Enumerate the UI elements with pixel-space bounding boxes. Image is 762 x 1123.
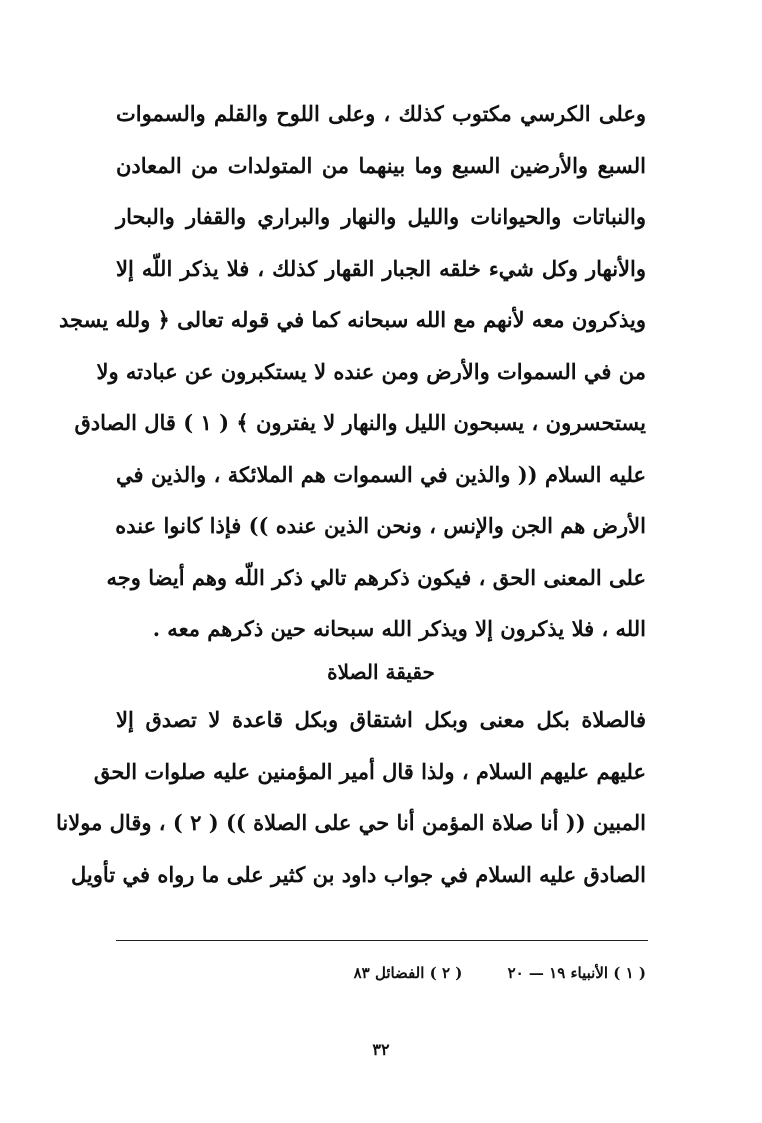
page-number: ٣٢ — [372, 1040, 390, 1059]
footnotes — [116, 958, 646, 988]
footnote-1: ( ١ ) الأنبياء ١٩ — ٢٠ — [507, 964, 646, 982]
text-line: يستحسرون ، يسبحون الليل والنهار لا يفترون ﴾ ( ١ ) قال الصادق — [74, 410, 646, 435]
text-line: وعلى الكرسي مكتوب كذلك ، وعلى اللوح والقلم والسموات — [116, 101, 646, 126]
text-line: فالصلاة بكل معنى وبكل اشتقاق وبكل قاعدة لا تصدق إلا — [116, 707, 646, 732]
text-line: والأنهار وكل شيء خلقه الجبار القهار كذلك ، فلا يذكر اللّه إلا — [116, 255, 646, 281]
text-line: عليهم عليهم السلام ، ولذا قال أمير المؤمنين عليه صلوات الحق — [93, 758, 646, 784]
text-line: المبين (( أنا صلاة المؤمن أنا حي على الصلاة )) ( ٢ ) ، وقال مولانا — [56, 810, 646, 835]
text-line: السبع والأرضين السبع وما بينهما من المتولدات من المعادن — [116, 152, 646, 178]
text-line: الله ، فلا يذكرون إلا ويذكر الله سبحانه حين ذكرهم معه . — [152, 616, 646, 641]
text-line: الصادق عليه السلام في جواب داود بن كثير على ما رواه في تأويل — [71, 861, 646, 887]
footnote-2: ( ٢ ) الفضائل ٨٣ — [353, 964, 463, 982]
section-heading: حقيقة الصلاة — [327, 660, 435, 684]
footnote-separator — [116, 940, 648, 941]
text-line: على المعنى الحق ، فيكون ذكرهم تالي ذكر اللّه وهم أيضا وجه — [106, 564, 646, 590]
text-line: والنباتات والحيوانات والليل والنهار والبراري والقفار والبحار — [116, 204, 646, 229]
text-line: عليه السلام (( والذين في السموات هم الملائكة ، والذين في — [116, 461, 646, 487]
paragraph-1 — [59, 88, 646, 655]
text-line: الأرض هم الجن والإنس ، ونحن الذين عنده )) فإذا كانوا عنده — [115, 513, 646, 538]
text-line: من في السموات والأرض ومن عنده لا يستكبرون عن عبادته ولا — [96, 358, 646, 384]
text-line: ويذكرون معه لأنهم مع الله سبحانه كما في قوله تعالى ﴿ ولله يسجد — [59, 307, 646, 332]
paragraph-2 — [56, 694, 646, 900]
